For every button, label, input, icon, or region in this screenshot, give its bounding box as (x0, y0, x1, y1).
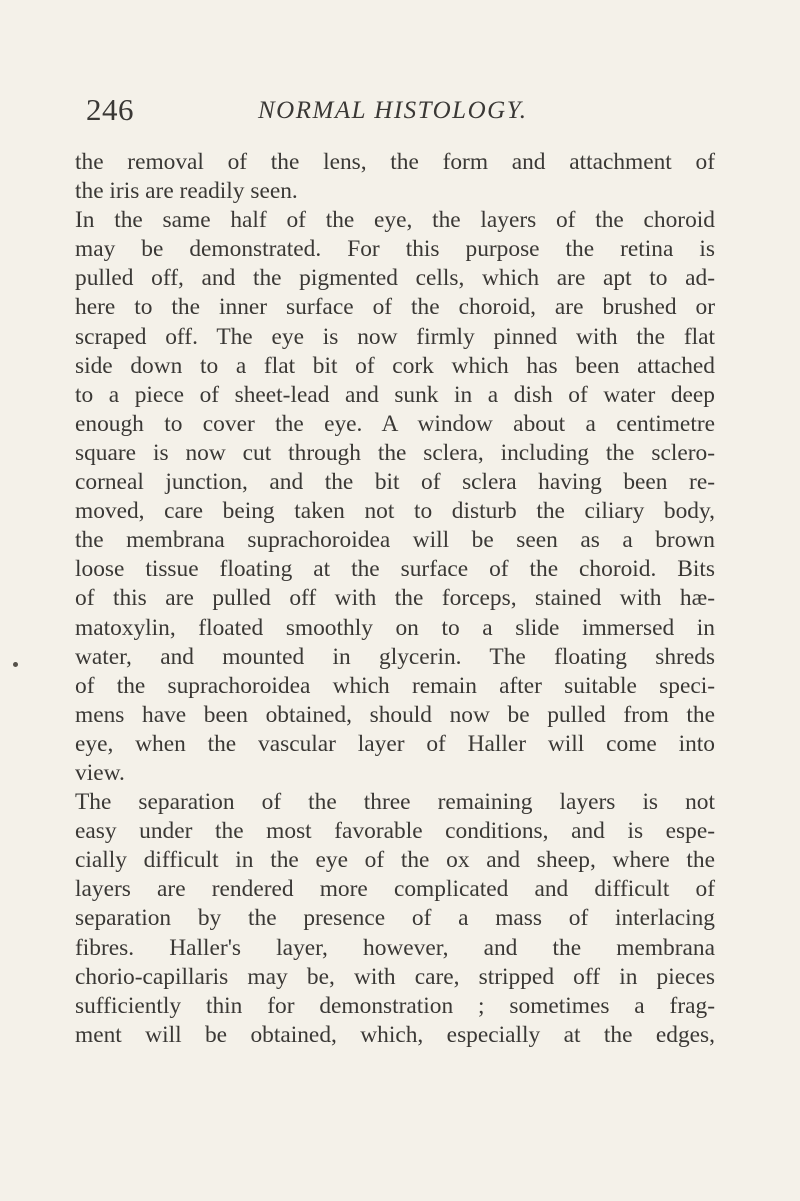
text-line: ment will be obtained, which, especially at the edges, (75, 1021, 715, 1048)
text-line: fibres. Haller's layer, however, and the membrana (75, 934, 715, 961)
page-number: 246 (86, 92, 134, 127)
text-line: of the suprachoroidea which remain after suitable speci- (75, 672, 715, 699)
text-line: eye, when the vascular layer of Haller will come into (75, 730, 715, 757)
text-line: pulled off, and the pigmented cells, which are apt to ad- (75, 265, 715, 292)
text-line: separation by the presence of a mass of interlacing (75, 905, 715, 932)
text-line: view. (75, 759, 125, 786)
text-line: easy under the most favorable conditions, and is espe- (75, 818, 715, 845)
text-line: the removal of the lens, the form and attachment of (75, 149, 715, 175)
text-line: loose tissue floating at the surface of the choroid. Bits (75, 556, 715, 583)
text-line: The separation of the three remaining layers is not (75, 789, 715, 816)
text-line: side down to a flat bit of cork which has been attached (75, 352, 715, 379)
text-line: here to the inner surface of the choroid, are brushed or (75, 294, 715, 321)
text-line: water, and mounted in glycerin. The floating shreds (75, 643, 715, 670)
text-line: to a piece of sheet-lead and sunk in a dish of water deep (75, 381, 715, 408)
text-line: mens have been obtained, should now be pulled from the (75, 701, 715, 728)
text-line: matoxylin, floated smoothly on to a slide immersed in (75, 614, 715, 641)
running-title: NORMAL HISTOLOGY. (258, 97, 528, 124)
text-line: In the same half of the eye, the layers of the choroid (75, 207, 715, 234)
text-line: scraped off. The eye is now firmly pinned with the flat (75, 323, 715, 350)
text-line: layers are rendered more complicated and difficult of (75, 876, 715, 903)
text-line: chorio-capillaris may be, with care, stripped off in pieces (75, 963, 715, 990)
text-line: moved, care being taken not to disturb the ciliary body, (75, 498, 715, 525)
body-text (75, 148, 715, 1050)
text-line: corneal junction, and the bit of sclera having been re- (75, 469, 715, 496)
page-header (86, 92, 726, 132)
text-line: the membrana suprachoroidea will be seen as a brown (75, 527, 715, 554)
text-line: may be demonstrated. For this purpose the retina is (75, 236, 715, 263)
text-line: sufficiently thin for demonstration ; sometimes a frag- (75, 992, 715, 1019)
text-line: cially difficult in the eye of the ox and sheep, where the (75, 847, 715, 874)
text-line: the iris are readily seen. (75, 178, 298, 205)
margin-mark (13, 662, 18, 667)
text-line: enough to cover the eye. A window about a centimetre (75, 410, 715, 437)
text-line: square is now cut through the sclera, including the sclero- (75, 439, 715, 466)
text-line: of this are pulled off with the forceps, stained with hæ- (75, 585, 715, 612)
